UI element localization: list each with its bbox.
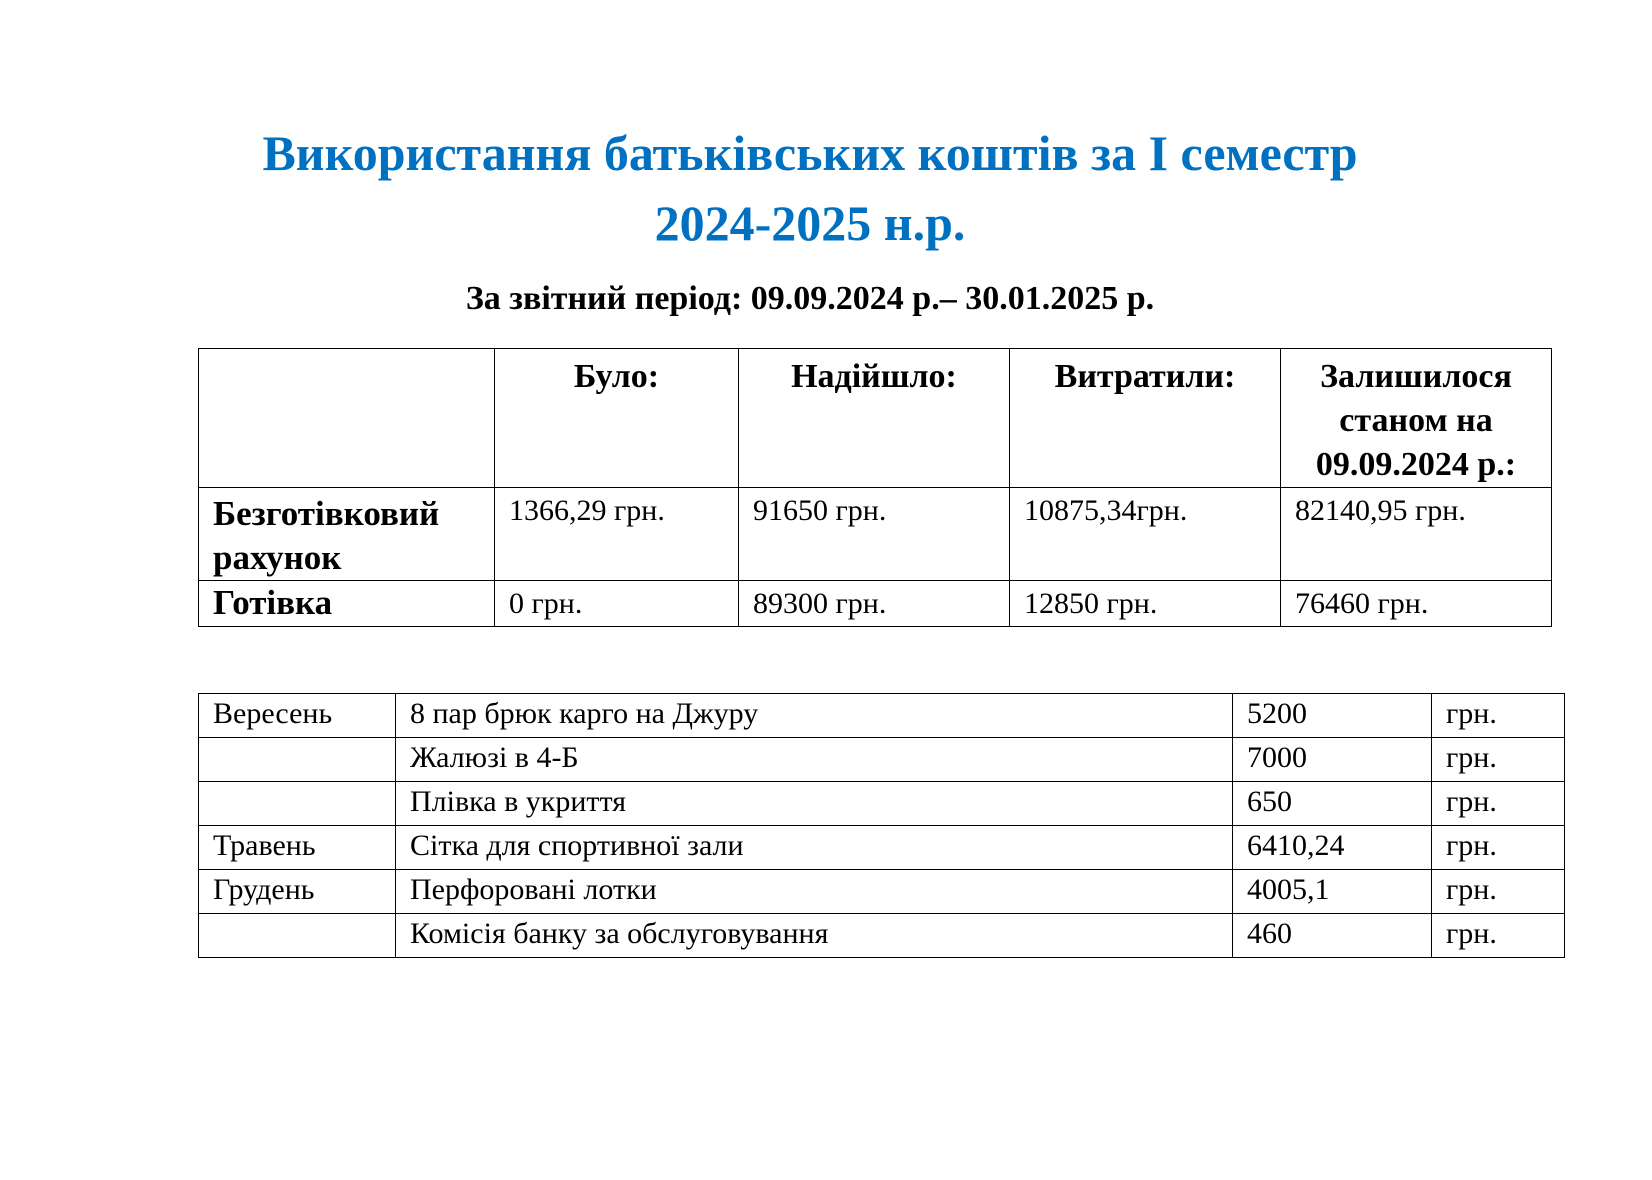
expense-month: Грудень [199, 870, 396, 914]
expense-item: Плівка в укриття [396, 782, 1233, 826]
expense-row [199, 826, 1565, 870]
reporting-period: За звітний період: 09.09.2024 р.– 30.01.2025 р. [465, 280, 1155, 317]
summary-row-cash [199, 581, 1552, 627]
row-label: Готівка [199, 581, 495, 627]
expense-item: Сітка для спортивної зали [396, 826, 1233, 870]
expense-month: Вересень [199, 694, 396, 738]
value-was: 0 грн. [495, 581, 739, 627]
expense-item: 8 пар брюк карго на Джуру [396, 694, 1233, 738]
expense-row [199, 782, 1565, 826]
row-label: Безготівковий рахунок [199, 488, 495, 581]
value-spent: 10875,34грн. [1010, 488, 1281, 581]
value-spent: 12850 грн. [1010, 581, 1281, 627]
expense-amount: 6410,24 [1233, 826, 1432, 870]
value-remaining: 82140,95 грн. [1281, 488, 1552, 581]
expense-month [199, 782, 396, 826]
expense-item: Перфоровані лотки [396, 870, 1233, 914]
expense-month [199, 914, 396, 958]
expense-unit: грн. [1432, 914, 1565, 958]
expense-amount: 5200 [1233, 694, 1432, 738]
header-remaining: Залишилося станом на 09.09.2024 р.: [1281, 349, 1552, 488]
expense-amount: 460 [1233, 914, 1432, 958]
summary-header-row [199, 349, 1552, 488]
expense-amount: 4005,1 [1233, 870, 1432, 914]
expense-unit: грн. [1432, 738, 1565, 782]
value-remaining: 76460 грн. [1281, 581, 1552, 627]
title-line-1: Використання батьківських коштів за І семестр [262, 125, 1358, 181]
expense-month: Травень [199, 826, 396, 870]
summary-row-noncash [199, 488, 1552, 581]
header-was: Було: [495, 349, 739, 488]
title-line-2: 2024-2025 н.р. [654, 195, 966, 251]
value-was: 1366,29 грн. [495, 488, 739, 581]
value-received: 91650 грн. [739, 488, 1010, 581]
expense-row [199, 694, 1565, 738]
header-received: Надійшло: [739, 349, 1010, 488]
summary-table [198, 348, 1552, 627]
expenses-table [198, 693, 1565, 958]
expense-month [199, 738, 396, 782]
expense-unit: грн. [1432, 694, 1565, 738]
expense-amount: 650 [1233, 782, 1432, 826]
expense-amount: 7000 [1233, 738, 1432, 782]
expense-row [199, 870, 1565, 914]
expense-item: Комісія банку за обслуговування [396, 914, 1233, 958]
page-title [0, 118, 1620, 258]
expense-unit: грн. [1432, 782, 1565, 826]
expense-row [199, 738, 1565, 782]
header-empty [199, 349, 495, 488]
expense-item: Жалюзі в 4-Б [396, 738, 1233, 782]
value-received: 89300 грн. [739, 581, 1010, 627]
expense-row [199, 914, 1565, 958]
expense-unit: грн. [1432, 870, 1565, 914]
expense-unit: грн. [1432, 826, 1565, 870]
header-spent: Витратили: [1010, 349, 1281, 488]
